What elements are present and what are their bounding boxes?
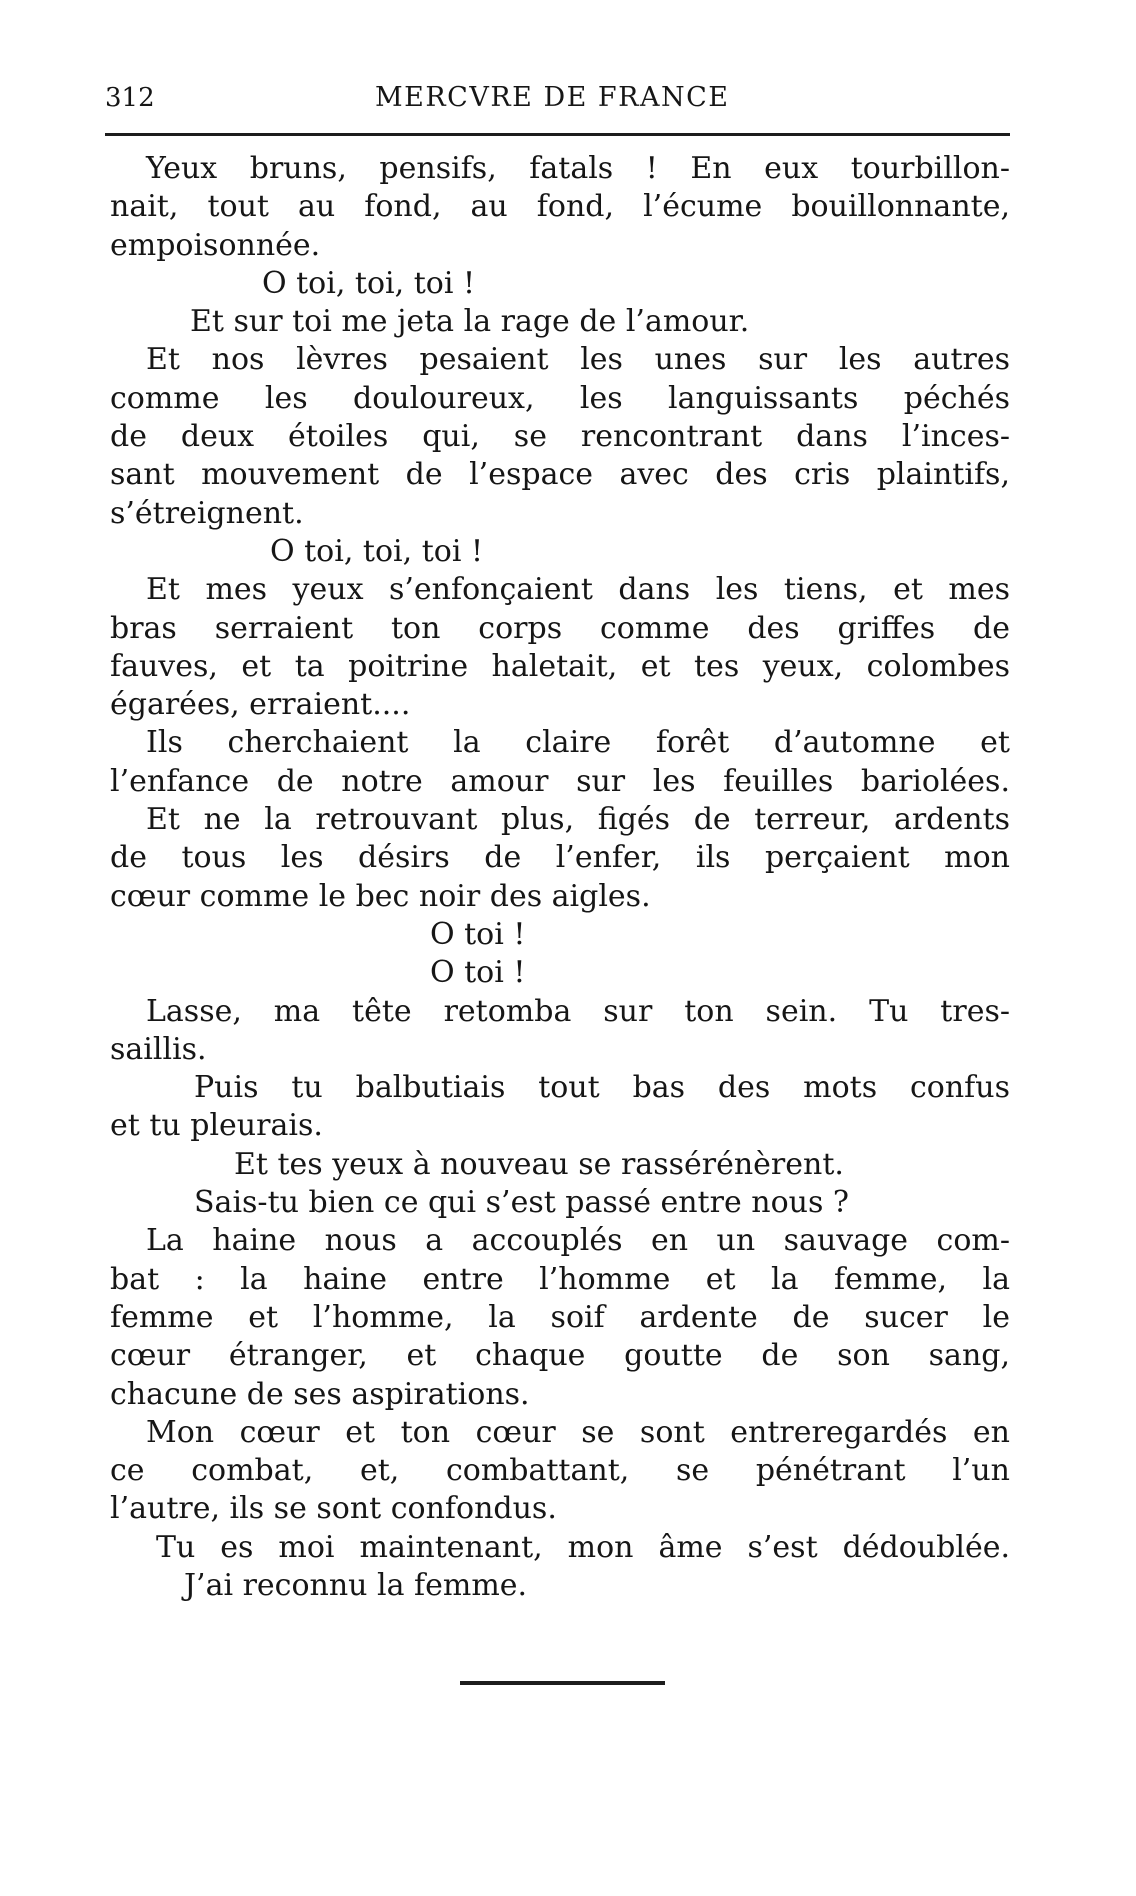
text-line: de tous les désirs de l’enfer, ils perçaient mon [110,840,1010,876]
running-title: MERCVRE DE FRANCE [375,82,730,113]
text-line: Tu es moi maintenant, mon âme s’est dédoublée. [156,1529,1010,1565]
text-line: de deux étoiles qui, se rencontrant dans l’inces- [110,419,1010,455]
text-line: Et tes yeux à nouveau se rassérénèrent. [234,1146,844,1182]
text-line: bras serraient ton corps comme des griffes de [110,610,1010,646]
text-line: J’ai reconnu la femme. [184,1567,528,1603]
text-line: nait, tout au fond, au fond, l’écume bouillonnante, [110,189,1010,225]
text-line: et tu pleurais. [110,1108,323,1144]
text-line: ce combat, et, combattant, se pénétrant l’un [110,1453,1010,1489]
text-line: l’autre, ils se sont confondus. [110,1491,557,1527]
text-line: La haine nous a accouplés en un sauvage com- [146,1223,1010,1259]
running-header [105,78,1010,118]
text-line: bat : la haine entre l’homme et la femme, la [110,1261,1010,1297]
text-line: femme et l’homme, la soif ardente de sucer le [110,1299,1010,1335]
body-text [110,150,1010,1605]
text-line: O toi ! [430,955,526,991]
end-rule [460,1681,665,1685]
text-line: Yeux bruns, pensifs, fatals ! En eux tourbillon- [146,151,1010,186]
text-line: sant mouvement de l’espace avec des cris plaintifs, [110,457,1010,493]
text-line: Lasse, ma tête retomba sur ton sein. Tu tres- [146,993,1010,1029]
text-line: Et nos lèvres pesaient les unes sur les autres [146,342,1010,378]
text-line: Sais-tu bien ce qui s’est passé entre nous ? [194,1185,849,1221]
header-rule [105,133,1010,136]
text-line: l’enfance de notre amour sur les feuilles bariolées. [110,763,1010,799]
text-line: O toi, toi, toi ! [262,265,476,301]
text-line: cœur étranger, et chaque goutte de son sang, [110,1338,1010,1374]
text-line: Et mes yeux s’enfonçaient dans les tiens, et mes [146,572,1010,608]
text-line: fauves, et ta poitrine haletait, et tes yeux, colombes [110,648,1010,684]
text-line: Et sur toi me jeta la rage de l’amour. [190,304,750,340]
page-number: 312 [105,83,155,113]
text-line: Puis tu balbutiais tout bas des mots confus [194,1070,1010,1106]
text-line: comme les douloureux, les languissants péchés [110,380,1010,416]
text-line: Et ne la retrouvant plus, figés de terreur, ardents [146,802,1010,838]
text-line: Ils cherchaient la claire forêt d’automne et [146,725,1010,761]
text-line: O toi ! [430,916,526,952]
text-line: saillis. [110,1031,207,1067]
text-line: Mon cœur et ton cœur se sont entreregardés en [146,1414,1010,1450]
text-line: empoisonnée. [110,227,321,263]
text-line: O toi, toi, toi ! [270,533,484,569]
text-line: s’étreignent. [110,495,304,531]
text-line: cœur comme le bec noir des aigles. [110,878,651,914]
text-line: chacune de ses aspirations. [110,1376,530,1412]
text-line: égarées, erraient.... [110,687,411,723]
